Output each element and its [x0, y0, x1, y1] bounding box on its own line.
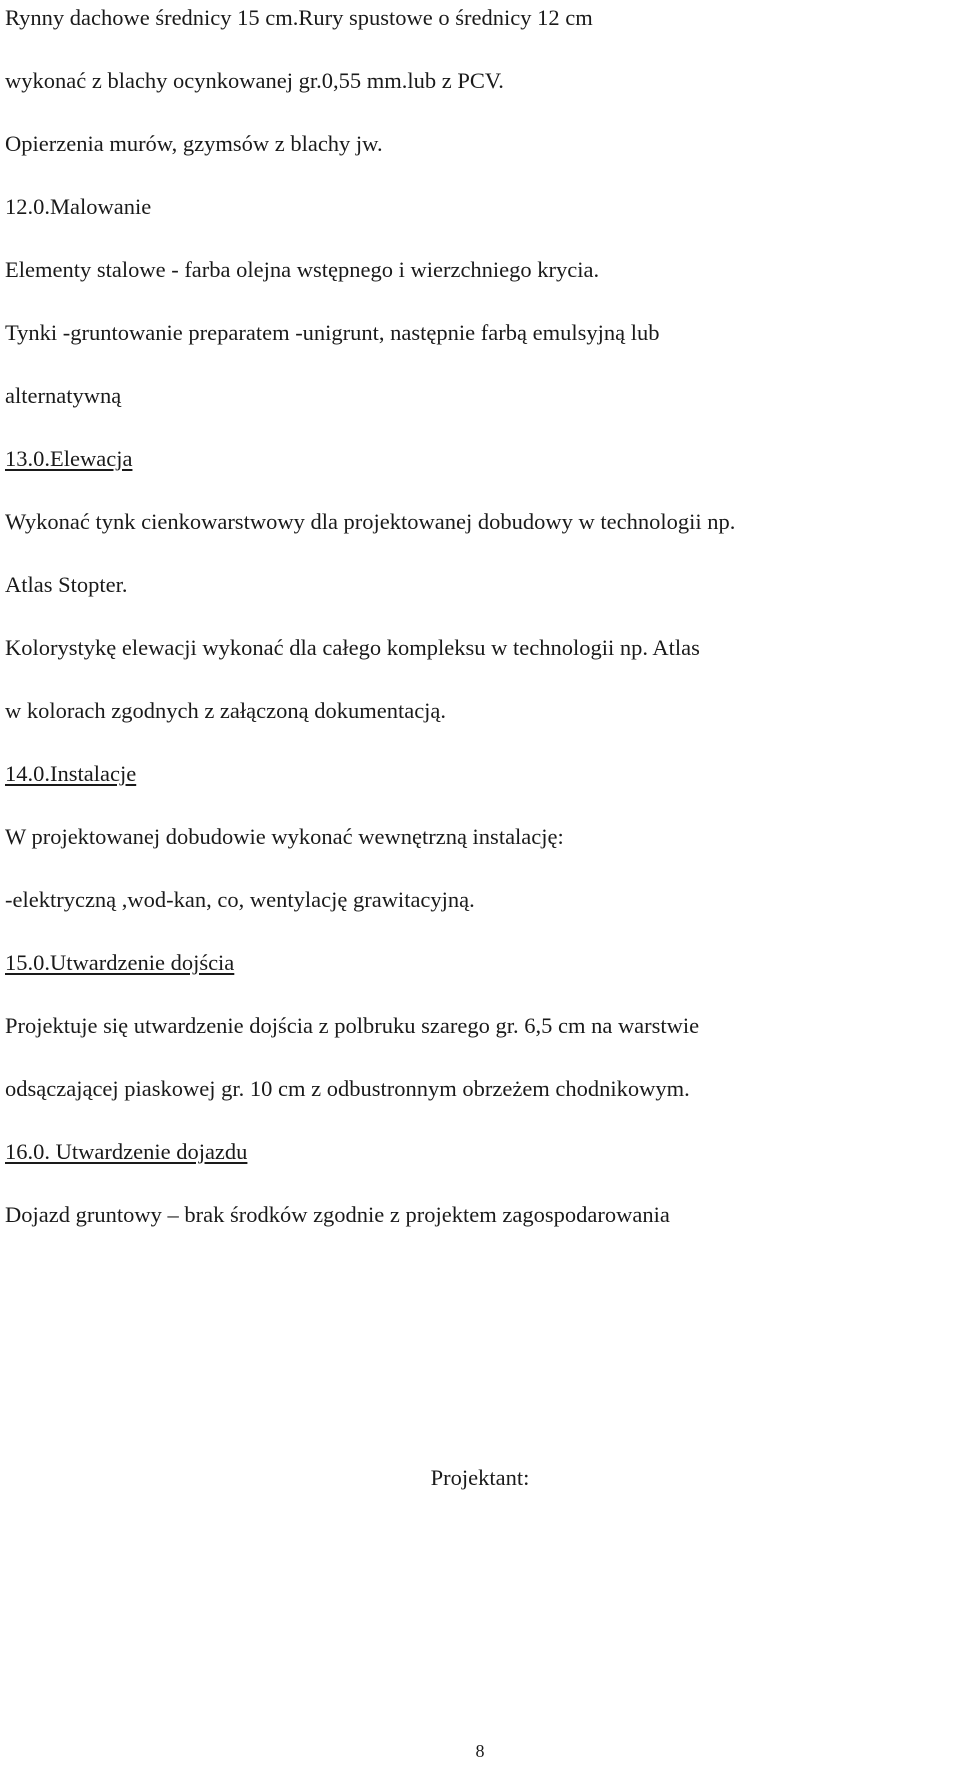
text-line-flashing: Opierzenia murów, gzymsów z blachy jw. [5, 131, 383, 156]
text-line-steel-paint: Elementy stalowe - farba olejna wstępnego i wierzchniego krycia. [5, 257, 600, 282]
section-heading-painting: 12.0.Malowanie [5, 194, 152, 219]
text-line-gutters: Rynny dachowe średnicy 15 cm.Rury spustowe o średnicy 12 cm [5, 5, 593, 30]
text-line-atlas-stopter: Atlas Stopter. [5, 572, 128, 597]
section-heading-driveway: 16.0. Utwardzenie dojazdu [5, 1139, 248, 1164]
text-line-drainage-layer: odsączającej piaskowej gr. 10 cm z odbustronnym obrzeżem chodnikowym. [5, 1076, 690, 1101]
text-line-colors-documentation: w kolorach zgodnych z załączoną dokumentacją. [5, 698, 447, 723]
text-line-gutters-material: wykonać z blachy ocynkowanej gr.0,55 mm.lub z PCV. [5, 68, 504, 93]
text-line-paving: Projektuje się utwardzenie dojścia z polbruku szarego gr. 6,5 cm na warstwie [5, 1013, 700, 1038]
page-number: 8 [475, 1741, 485, 1761]
signature-label: Projektant: [430, 1465, 530, 1490]
text-line-plaster-priming: Tynki -gruntowanie preparatem -unigrunt, następnie farbą emulsyjną lub [5, 320, 660, 345]
section-heading-walkway: 15.0.Utwardzenie dojścia [5, 950, 235, 975]
text-line-dirt-road: Dojazd gruntowy – brak środków zgodnie z projektem zagospodarowania [5, 1202, 670, 1227]
text-line-alternative: alternatywną [5, 383, 122, 408]
section-heading-facade: 13.0.Elewacja [5, 446, 133, 471]
text-line-facade-colors: Kolorystykę elewacji wykonać dla całego kompleksu w technologii np. Atlas [5, 635, 700, 660]
text-line-thin-plaster: Wykonać tynk cienkowarstwowy dla projektowanej dobudowy w technologii np. [5, 509, 736, 534]
section-heading-installations: 14.0.Instalacje [5, 761, 137, 786]
text-line-installation-types: -elektryczną ,wod-kan, co, wentylację grawitacyjną. [5, 887, 475, 912]
text-line-internal-installation: W projektowanej dobudowie wykonać wewnętrzną instalację: [5, 824, 564, 849]
